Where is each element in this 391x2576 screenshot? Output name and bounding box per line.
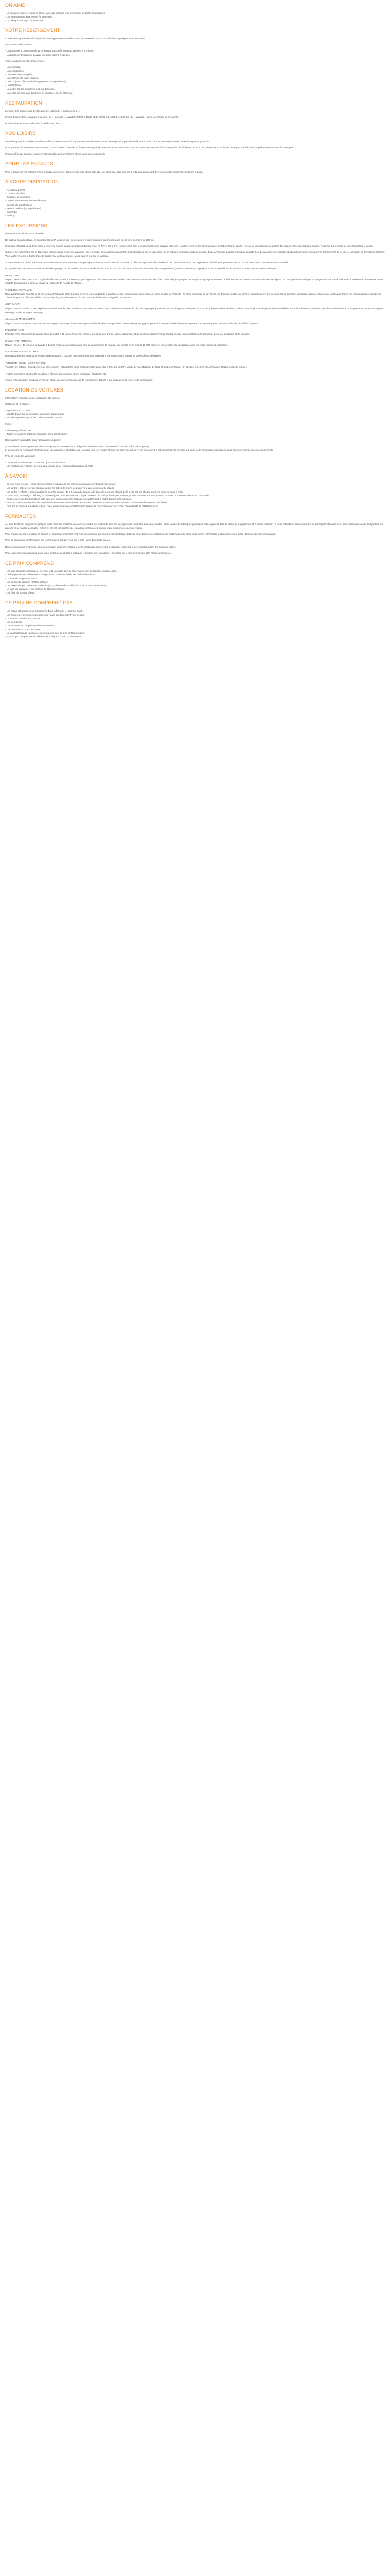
paragraph: Découvrir Las Palmas et sa diversité <box>5 232 44 235</box>
list-item: Si votre (vos) enfant(s) ou bébé(s) ne rentre(nt) pas dans les tranches d'âges ci-dessus, le tarif appliqué peut varier et pourra vous être communiqué au moment du traitement de votre commande. <box>5 494 210 497</box>
services-list <box>5 188 386 217</box>
paragraph: Pour garder la forme même en vacances, vous trouverez une salle de fitness toute équipée avec un sauna et un bain à remous. Vous pourrez participer à une partie de fléchettes, de tir à l'arc, de tennis de table, de pétanque, et billard (en supplément) ou encore de water-polo. <box>5 146 295 149</box>
paragraph: Pour chaque membre résident en France et souhaitant s'intégrer vers l'UE accompagné par son représentant légal, doit être muni d'une pièce d'identité, de l'autorisation de sortie du territoire (AST) et de la photocopie de la pièce d'identité du parent signataire. <box>5 533 276 536</box>
section-a-savoir <box>5 473 386 508</box>
list-item: - La location de voiture en option, <box>5 617 40 620</box>
excursion-title: GRAN TOUR <box>5 274 20 277</box>
car-included-list <box>5 429 386 436</box>
list-item: - Le transfert bagage (qui n'a été conté pas sur sein de nos tarifs) par plans, <box>5 632 85 635</box>
list-item: - Les repas et boissons non mentionnés dans la formule « logement seul », <box>5 609 84 613</box>
paragraph: Découvrez l'un des aquariums les plus spectaculaires d'Europe, avec une immersion totale dans les fonds marins et plus de 350 espèces différentes. <box>5 354 162 358</box>
list-item: - Un téléphone, <box>5 84 22 87</box>
paragraph: Pour de plus amples informations sur les formalités, rendez-vous sur le site : www.diplomatie.gouv.fr <box>5 539 110 542</box>
paragraph: Départ : Inclus - Aqualand Maspalomas est un parc aquatique d'attractions pour toute la famille ! Vous profiterez de nombreux toboggans, piscines à vagues, rivières lentes et espaces pour les plus petits. Horaires indicatifs, à vérifier sur place. <box>5 321 259 325</box>
highlights-list <box>5 11 386 22</box>
paragraph: Palmitos Park est un parc botanique et un zoo situé à 10 km de Playa del Inglés, il accueille une grande variété d'animaux et de plantes exotiques. Vous pourrez assister aux spectacles de dauphins, d'oiseaux exotiques et de rapaces. <box>5 333 250 336</box>
paragraph: Culture : Se cultiver tout en se dépensant d'un mélange entre son aventurier sur le monde, ses coutumes autochtones et aborigènes. Ce sera l'endroit où se est ainsi de l'accueil vraiment égalé. Face à Triana le quartier historique Vegueta, lieu de naissance de projet produisant l'Amérique, vous pourrez parfaitement de la ville et la maison de Christophe Colomb. Vous visiterez aussi la Cathédrale de Santa Ana, la Casa Colon et vous saurez tout sur le vin local. <box>5 251 385 258</box>
insurance-list <box>5 445 386 452</box>
list-item: - L'hébergement sur la base de la catégorie de chambre choisie lors de la réservation, <box>5 573 95 576</box>
list-item: - Boutique de souvenirs <box>5 196 30 199</box>
list-item: - Service médical (en supplément) <box>5 207 41 210</box>
paragraph: Le Bluebay Beach Club dispose d'une belle piscine en forme de lagune avec un bain à remous et une séparation pour les enfants entourée d'une terrasse équipée de chaises longues et parasols. <box>5 140 210 143</box>
list-item: - Les lardis » bébés » seront appliqués pour les bébés de moins de 2 ans (à la date de retour du séjour) <box>5 486 114 489</box>
paragraph: Départ : Inclus - 45 minutes de balade à dos de chameau en passant par l'une des palmeraies de Fataga, qui compte avec plus de 10 000 palmiers. Une expérience inoubliable dans un cadre naturel spectaculaire. <box>5 344 229 347</box>
paragraph: Transfert en bateau - Bus et entrée au parc compris - Départ très tôt le matin de l'hôtel pour aller à Tenerife en ferry. Visite du Parc National du Teide et du Loro Parque, l'un des plus célèbres zoos d'Europe. Retour en fin de journée. <box>5 365 248 368</box>
section-prix-comprend <box>5 560 386 595</box>
paragraph: Shopping : Rendez-vous d'une visite à nouveau avance auprès de l'Océan Européenne, le TVR y est à 7%. Nombreuses sont les opportunités que peuvent présenter les différentes zones commerciales. Direction Triana, quartier piéton où vous pourrez dégustez des tapas et faire du shopping ! ambler nous sur Carlos Inglés et direction Mesa y Lopez... <box>5 245 374 248</box>
list-item: - Une TV (avec offre de chaînes payantes en supplément) <box>5 80 66 83</box>
paragraph: Plusieurs fois par semaine vous seront proposées des animations et spectacles professionnels. <box>5 152 106 156</box>
paragraph: Vous aurez le choix entre : <box>5 43 34 46</box>
paragraph: Un grand choix pour vos moments inoubliables puisque la plupart des bars sont, la ville le soir, sont en bord de mer, autour des Plazas et dans les rues piétonnes (Avenida de Mesa y Lopez). Nous vous conseillons de visiter le 'Casino' de Las Palmas à l'ouest. <box>5 267 277 270</box>
paragraph: Horaires donnés à titre indicatif et à vérifier sur place. <box>5 122 61 125</box>
section-loisirs <box>5 130 386 156</box>
list-item: - Pour les personnes à mobilité réduite, nous vous invitons à contacter notre service de réservation afin de vérifier l'adaptabilité de l'établissement. <box>5 505 158 508</box>
list-item: - Les frais de dossier offerts. <box>5 591 35 595</box>
section-location-voitures <box>5 387 386 468</box>
list-item: - Supérette <box>5 210 17 213</box>
list-item: - La taxe de solidarité et de carbone de 3€ par personne, <box>5 588 65 591</box>
section-restauration <box>5 100 386 125</box>
section-hebergement <box>5 27 386 94</box>
section-excursions <box>5 223 386 382</box>
paragraph: Informations indicatives sur les locations de voitures. <box>5 396 61 399</box>
excursion-title: AQUARIUM POEMA DEL MAR <box>5 350 38 353</box>
paragraph: Découvrez tous les aspects de la ville de Las Palmas de Gran Canaria avec ce tour complet de la capitale de l'île. Vous commencerez par une visite guidée de Vegueta - le cœur historique de la ville de Las Palmas, fondée en 1478, et dans laquelle vous découvrirez sa superbe cathédrale, la place Santa Ana, la Casa de Colon etc. Vous passerez ensuite par Triana, longue rue piétonne idéale pour le shopping, et enfin vous irez à Las Canteras, la fameuse plage de Las Palmas. <box>5 293 381 299</box>
paragraph: Inclus : <box>5 422 13 426</box>
paragraph: De part sa situation idéale, le Concorde Hôtel 4*, vous permet de découvrir et vivre plusieurs expériences à la fois et cela en moins de 30min... <box>5 239 155 242</box>
list-item: - Age minimum : 21 ans <box>5 409 30 412</box>
section-formalites <box>5 513 386 555</box>
paragraph: Catégorie B - 5 places : <box>5 403 30 406</box>
section-title: LES EXCURSIONS <box>5 223 47 229</box>
list-item: - Location de vélos <box>5 192 25 195</box>
section-title: CE PRIX COMPREND <box>5 560 54 566</box>
list-item: - Les assurances complémentaires facultatives, <box>5 624 55 627</box>
section-prix-ne-comprend-pas <box>5 600 386 638</box>
list-item: - Une kitchenette toute équipée, <box>5 77 39 80</box>
list-item: - Une terrasse, <box>5 65 21 69</box>
section-title: VOS LOISIRS <box>5 130 36 136</box>
list-item: - L'appartement supérieur pouvant accueillir jusqu'à 3 adultes. <box>5 53 71 56</box>
included-list <box>5 569 386 595</box>
paragraph: L'hôtel dispose d'un restaurant à la carte, le « Hacienda » ouvert de 08h00 à 11h00 et de 18h30 à 21h30. Le snack-bar du « Veranda » reste accessible de 11h à 22h. <box>5 115 180 118</box>
list-item: - L'air conditionné, <box>5 69 25 72</box>
section-title: LOCATION DE VOITURES <box>5 387 63 393</box>
list-item: - L'appartement 1 chambre de 42 m² pouvant accueillir jusqu'à 2 adultes + 2 enfants. <box>5 49 94 53</box>
paragraph: Si vous aimez la Culture, les visites de musées sont incontournables pour partager sur les coutumes des îles Canaries. L'offre est large avec des musées à ciel ouvert mais aussi des expositions thématiques, gratuites avec un ticket, entre autre : les restaurants branchés. <box>5 261 289 264</box>
section-title: RESTAURATION <box>5 100 42 106</box>
info-list <box>5 482 386 508</box>
section-title: CE PRIX NE COMPREND PAS <box>5 600 73 606</box>
list-item: - Kilométrage illimité : oui <box>5 429 32 432</box>
excursion-title: AQUALAND MASPALOMAS <box>5 317 36 320</box>
list-item: - Les services et excursions proposés sur place qui dépendent votre séjour, <box>5 613 85 616</box>
section-title: À SAVOIR <box>5 473 28 479</box>
list-item: - Les appartements spacieux et fonctionnels <box>5 15 52 19</box>
paragraph: Nous vous invitons à consulter la réglementation douanière relative à votre destination concernant les liquides, aérosols et gels autorisés dans les bagages cabine. <box>5 545 176 548</box>
excursion-title: PALMITOS PARK <box>5 328 24 331</box>
section-title: VOTRE HÉBERGEMENT <box>5 28 60 33</box>
excursion-title: JEEP SAFARI <box>5 303 21 306</box>
car-category-list <box>5 409 386 419</box>
list-item: - Les lardis » enfants » seront appliqués pour les enfants de 2 à moins de 12 ans (à la date de retour du séjour). Le lit bébé est à la charge du client, avec ou sans lit bébé. <box>5 490 184 493</box>
list-item: - Service de blanchisserie <box>5 203 32 206</box>
paragraph: Pour toutes recommandations, nous vous invitons à consulter la rubrique « Conseils aux voyageurs » présente sur le site du ministère des Affaires étrangères. <box>5 551 172 554</box>
equipment-list <box>5 65 386 95</box>
excursion-title: VISITE DE LAS PALMAS <box>5 289 32 292</box>
list-item: - Les locations de voitures se font à la réception et au restaurant touristique et l'hôtel. <box>5 465 94 468</box>
paragraph: Départ : Inclus - Profitez d'une expérience unique avec le Jeep Safari à Gran Canaria ! Vous pourrez découvrir le centre de l'île, ses paysages grandioses et ses villages authentiques en 4x4. Un guide expérimenté vous conduira vers les plus beaux points de vue de l'île et vous fera découvrir des lieux hors des sentiers battus. Vous passerez par les montagnes de Roque Nublo et Roque Bentayga... <box>5 307 383 314</box>
list-item: - Sous réserve de disponibilité, le petit-déjeuner pourra vous être proposé en supplément, à régler directement sur place. <box>5 497 132 500</box>
list-item: - Les transferts aéroport / hôtel / aéroport <box>5 581 48 584</box>
list-item: b) Les clients devront payer 29€/jour pour une assurance obligatoire qui couvrent tous les risques et tous les frais engendrés en cas d'accident. Il est impossible de prendre sur place cette assurance tous risques sans franchise (même avec un supplément). <box>5 449 273 452</box>
section-disposition <box>5 179 386 217</box>
section-title: ON AIME <box>5 3 25 8</box>
list-item: - La situation calme et isolée de l'hôtel, ancrage idyllique vue à proximité de toutes commodités <box>5 11 105 14</box>
list-item: - Tout ce qui n'est pas mentionné dans la rubrique CE PRIX COMPREND. <box>5 635 83 638</box>
section-title: FORMALITÉS <box>5 514 36 519</box>
list-item: - Un coffre-fort (en supplément et sur demande), <box>5 88 56 91</box>
paragraph: Au sein de l'Union européenne (UE), la carte nationale d'identité en cours de validité est suffisante pour les voyageurs de nationalité française (validité après la date de retour). Le passeport valide après la date de retour peut également être utilisé. Attention : il vous est fortement recommandé de privilégier l'utilisation d'un passeport valide à une CNI portant une date de fin de validité dépassée, même si elle est considérée par les autorités françaises comme étant toujours en cours de validité. <box>5 523 384 530</box>
list-item: - Les vols réguliers, spéciaux ou low-cost A/R (Attention pris de réservation sur vols réguliers ou low-cost), <box>5 569 117 572</box>
paragraph: Tous les appartements comprennent : <box>5 59 45 62</box>
section-on-aime <box>5 2 386 22</box>
paragraph: L'hôtel Bluebay Beach Club dispose de 158 appartements situés sur un terrain étendu pour vous offrir de magnifiques vues sur la mer. <box>5 37 146 40</box>
return-list <box>5 461 386 468</box>
list-item: a) Les clients devront payer sur place 15€/jour pour une assurance obligatoire (tiré réservation uniquement à retirer le véhicule sur place). <box>5 445 150 448</box>
list-item: - Les locations de voitures se font de 7 jours au minimum. <box>5 461 66 464</box>
not-included-list <box>5 609 386 638</box>
excursion-title: CAMEL PARK ARTEARA <box>5 340 32 343</box>
section-title: POUR LES ENFANTS <box>5 161 53 167</box>
list-item: - Parking <box>5 214 15 217</box>
list-item: - La belle piscine lagon face à la mer <box>5 19 44 22</box>
list-item: - Réception 24h/24 <box>5 189 25 192</box>
list-item: - Si vous partez seul(e), votre prix en chambre individuelle est calculé automatiquement dans votre devis. <box>5 483 116 486</box>
list-item: - Les pourboires, <box>5 620 23 623</box>
paragraph: - Autres excursions et activités possibles : plongée sous-marine, sports nautiques, équitation etc. <box>5 372 107 375</box>
paragraph: Deux options disponibles pour l'assurance obligatoire : <box>5 438 62 442</box>
list-item: - Une salle de bain avec baignoire ou douche et sèche-cheveux. <box>5 91 73 94</box>
paragraph: Toutes ces excursions sont à réserver sur place, liste non exhaustive, tarifs et descriptifs donnés à titre indicatif sous réserve de modification. <box>5 378 153 381</box>
paragraph: Départ : lever à 9h30 env. tour complet de l'île avec arrêts nombreux au parking central de Gran Canaria et au choix de vues fascinantes sur les côtes, petits villages typiques, les canyons et jusqu'au sommet de l'île avec le site naturel Roque Nublo, ensuite Tejeda, l'un des plus beaux villages d'Espagne, et San Bartolomé. Prévoir de bonnes chaussures et vos maillots de bain pour le fameux village de pêcheurs de Puerto de Mogán... <box>5 278 383 284</box>
paragraph: Lors de votre séjour, vous bénéficierez de la formule « logement seul ». <box>5 109 80 112</box>
list-item: - Les taxes aéroport et hausse carburant (sous réserve de modification lors de votre réservation), <box>5 584 107 587</box>
list-item: - Prix de supplément pour les conducteurs de - 25 ans. <box>5 416 63 419</box>
list-item: - Toutes les voitures catégorie disposent de la climatisation. <box>5 432 68 435</box>
paragraph: Pour le plaisir de vos enfants, l'hôtel propose une piscine séparée, une aire et une salle de jeux et un mini-club pour les 3 à 12 ans, proposant diverses activités supervisées par une équipe. <box>5 171 203 174</box>
list-item: - Un salon avec canapé-lit, <box>5 73 34 76</box>
list-item: - En toute saison, en fonction des conditions climatiques ou impératifs de sécurité, certaines activités ou infrastructures peuvent être fermées ou modifiées. <box>5 501 168 504</box>
excursion-title: TENERIFE / TEIDE + LORO PARQUE <box>5 361 46 364</box>
list-item: - Les dépenses d'ordre personnel, <box>5 628 41 631</box>
section-enfants <box>5 161 386 174</box>
room-choice-list <box>5 49 386 56</box>
section-title: À VOTRE DISPOSITION <box>5 179 59 185</box>
list-item: - Validité du permis de conduire : au moins depuis 2 ans <box>5 413 64 416</box>
list-item: - Laverie automatique (en supplément) <box>5 199 46 202</box>
list-item: - La formule « logement seul », <box>5 577 38 580</box>
paragraph: Prise et rendu des véhicules : <box>5 455 37 458</box>
page <box>0 0 391 646</box>
